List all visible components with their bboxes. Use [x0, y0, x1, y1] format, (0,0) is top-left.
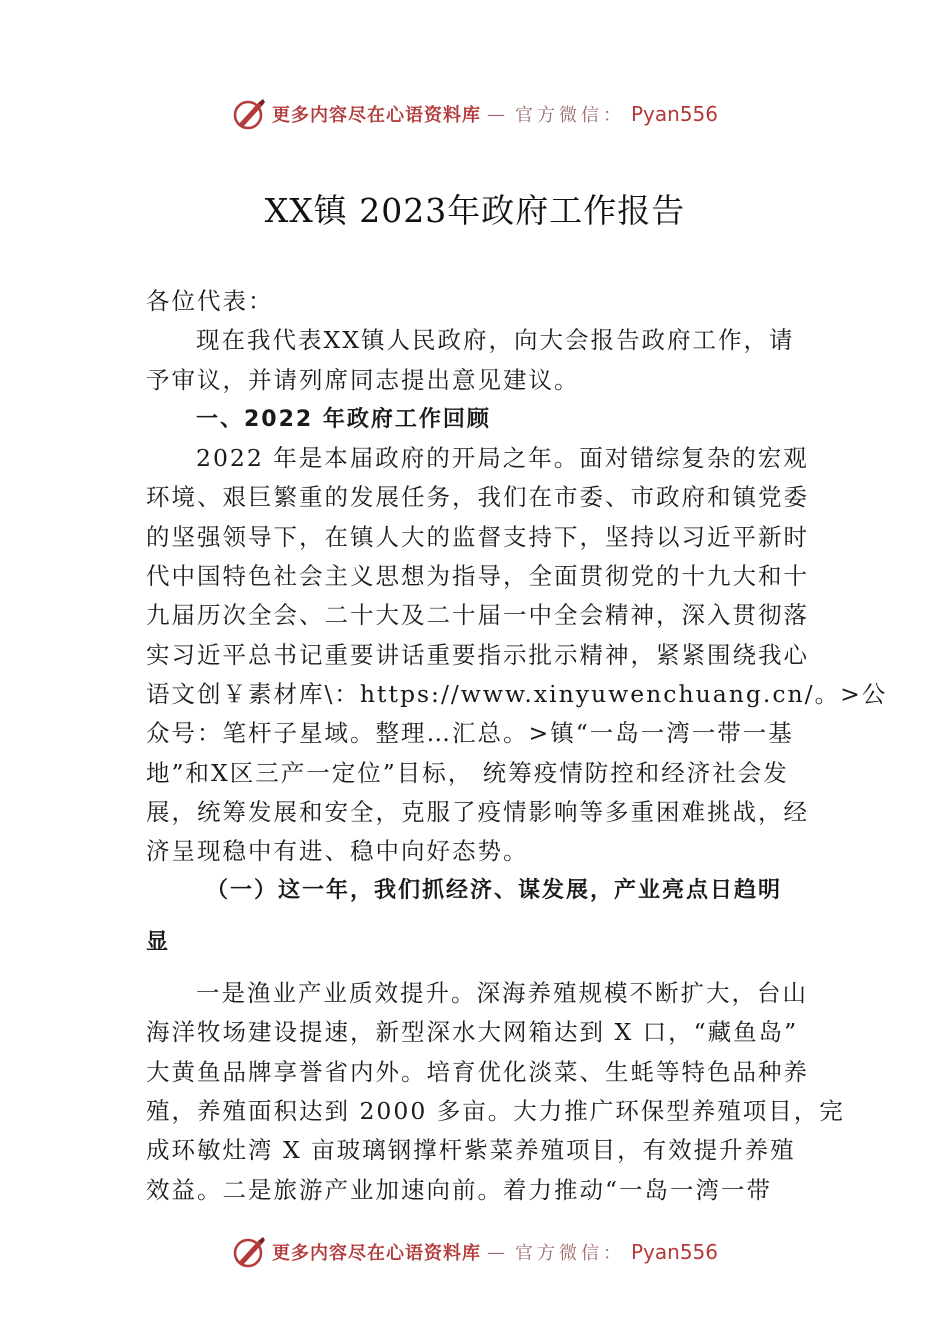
body-line: 海洋牧场建设提速，新型深水大网箱达到 X 口，“藏鱼岛”: [146, 1018, 799, 1047]
subsection-heading: （一）这一年，我们抓经济、谋发展，产业亮点日趋明: [206, 877, 783, 904]
banner-wechat-label: 官方微信：: [514, 1243, 625, 1264]
body-line: 大黄鱼品牌享誉省内外。培育优化淡菜、生蚝等特色品种养: [146, 1057, 809, 1086]
salutation: 各位代表：: [146, 287, 274, 315]
body-line: 成环敏灶湾 X 亩玻璃钢撑杆紫菜养殖项目，有效提升养殖: [146, 1136, 796, 1165]
banner-site-text: 更多内容尽在心语资料库: [271, 105, 481, 126]
body-line: 济呈现稳中有进、稳中向好态势。: [146, 837, 529, 866]
body-line: 代中国特色社会主义思想为指导，全面贯彻党的十九大和十: [146, 562, 809, 591]
body-line: 一是渔业产业质效提升。深海养殖规模不断扩大，台山: [196, 979, 808, 1008]
body-line: 语文创￥素材库\：https://www.xinyuwenchuang.cn/。>公: [146, 679, 888, 708]
document-title: XX镇 2023年政府工作报告: [264, 191, 686, 230]
body-line: 的坚强领导下，在镇人大的监督支持下，坚持以习近平新时: [146, 522, 809, 551]
banner-dash: —: [486, 1241, 509, 1263]
body-line: 实习近平总书记重要讲话重要指示批示精神，紧紧围绕我心: [146, 640, 809, 669]
banner-wechat-id: Pyan556: [630, 102, 718, 126]
body-line: 地”和X区三产一定位”目标， 统筹疫情防控和经济社会发: [146, 758, 789, 787]
banner-dash: —: [486, 103, 509, 125]
body-line: 现在我代表XX镇人民政府，向大会报告政府工作，请: [196, 326, 795, 355]
body-line: 众号：笔杆子星域。整理…汇总。>镇“一岛一湾一带一基: [146, 719, 794, 748]
body-line: 九届历次全会、二十大及二十届一中全会精神，深入贯彻落: [146, 601, 809, 630]
banner-wechat-label: 官方微信：: [514, 105, 625, 126]
document-body: [146, 282, 888, 1210]
body-line: 展，统筹发展和安全，克服了疫情影响等多重困难挑战，经: [146, 797, 809, 826]
pen-logo-icon: [232, 1235, 266, 1269]
body-line: 效益。二是旅游产业加速向前。着力推动“一岛一湾一带: [146, 1175, 773, 1204]
banner-site-text: 更多内容尽在心语资料库: [271, 1243, 481, 1264]
pen-logo-icon: [232, 97, 266, 131]
section-heading: 一、2022 年政府工作回顾: [196, 406, 491, 432]
body-line: 予审议，并请列席同志提出意见建议。: [146, 365, 580, 394]
body-line: 环境、艰巨繁重的发展任务，我们在市委、市政府和镇党委: [146, 483, 809, 512]
banner-wechat-id: Pyan556: [630, 1240, 718, 1264]
subsection-heading-cont: 显: [146, 928, 171, 955]
body-line: 殖，养殖面积达到 2000 多亩。大力推广环保型养殖项目，完: [146, 1096, 845, 1125]
body-line: 2022 年是本届政府的开局之年。面对错综复杂的宏观: [196, 444, 809, 473]
footer-watermark-banner: [0, 1232, 950, 1272]
header-watermark-banner: [0, 94, 950, 134]
